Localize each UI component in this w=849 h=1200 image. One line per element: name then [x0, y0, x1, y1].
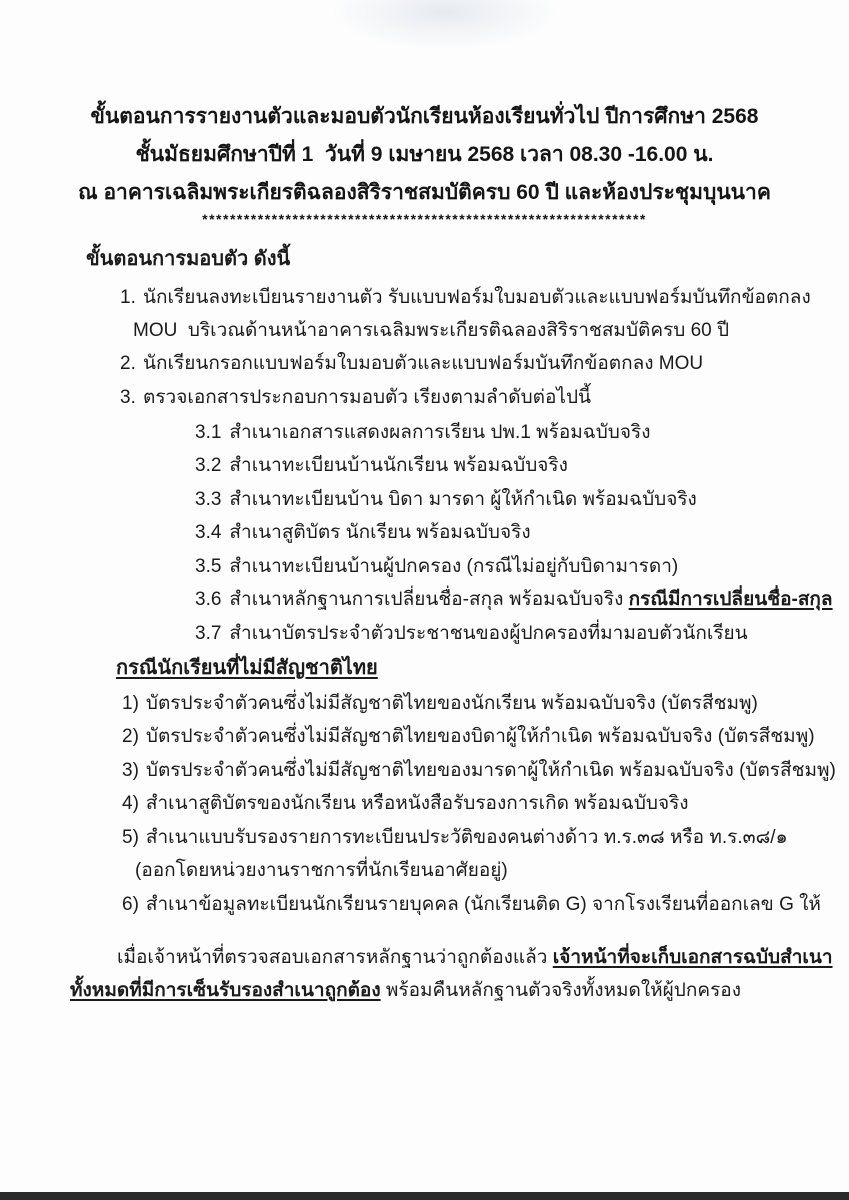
- sub-item-3-6-number: 3.6: [195, 589, 222, 610]
- list-item-1-wrap: MOU บริเวณด้านหน้าอาคารเฉลิมพระเกียรติฉลองสิริราชสมบัติครบ 60 ปี: [133, 320, 730, 341]
- list-item-2: [120, 352, 703, 376]
- sub-item-3-7: [195, 622, 748, 646]
- doc-title-line-1: ขั้นตอนการรายงานตัวและมอบตัวนักเรียนห้องเรียนทั่วไป ปีการศึกษา 2568: [90, 105, 759, 128]
- doc-title-line-3: ณ อาคารเฉลิมพระเกียรติฉลองสิริราชสมบัติครบ 60 ปี และห้องประชุมบุนนาค: [78, 181, 771, 204]
- foreign-item-1-text: บัตรประจำตัวคนซึ่งไม่มีสัญชาติไทยของนักเรียน พร้อมฉบับจริง (บัตรสีชมพู): [145, 693, 758, 714]
- foreign-item-6-text: สำเนาข้อมูลทะเบียนนักเรียนรายบุคคล (นักเรียนติด G) จากโรงเรียนที่ออกเลข G ให้: [145, 894, 821, 915]
- closing-emphasis-1: เจ้าหน้าที่จะเก็บเอกสารฉบับสำเนา: [552, 947, 833, 968]
- foreign-item-5-wrap: (ออกโดยหน่วยงานราชการที่นักเรียนอาศัยอยู่): [135, 860, 508, 881]
- foreign-item-6-number: 6): [122, 894, 139, 915]
- sub-item-3-6-emphasis: กรณีมีการเปลี่ยนชื่อ-สกุล: [628, 589, 833, 610]
- closing-paragraph-line-2: [70, 979, 741, 1003]
- sub-item-3-5-text: สำเนาทะเบียนบ้านผู้ปกครอง (กรณีไม่อยู่กับบิดามารดา): [229, 556, 679, 577]
- closing-emphasis-2: ทั้งหมดที่มีการเซ็นรับรองสำเนาถูกต้อง: [70, 980, 381, 1001]
- list-item-1-number: 1.: [120, 287, 136, 308]
- foreign-item-4-text: สำเนาสูติบัตรของนักเรียน หรือหนังสือรับรองการเกิด พร้อมฉบับจริง: [145, 793, 689, 814]
- closing-paragraph-line-1: [117, 946, 833, 970]
- foreign-item-5-number: 5): [122, 827, 139, 848]
- sub-item-3-5-number: 3.5: [195, 556, 222, 577]
- sub-item-3-5: [195, 555, 678, 579]
- foreign-item-4-number: 4): [122, 793, 139, 814]
- separator-stars: ****************************************************************: [202, 211, 647, 227]
- sub-item-3-1-number: 3.1: [195, 422, 222, 443]
- sub-item-3-2-text: สำเนาทะเบียนบ้านนักเรียน พร้อมฉบับจริง: [229, 455, 568, 476]
- sub-item-3-7-number: 3.7: [195, 623, 222, 644]
- sub-item-3-4-text: สำเนาสูติบัตร นักเรียน พร้อมฉบับจริง: [229, 522, 531, 543]
- sub-item-3-2: [195, 454, 568, 478]
- closing-normal-2: พร้อมคืนหลักฐานตัวจริงทั้งหมดให้ผู้ปกครอง: [380, 980, 741, 1001]
- list-item-1: [120, 286, 811, 310]
- foreign-item-1: [122, 692, 758, 716]
- sub-item-3-4: [195, 521, 531, 545]
- sub-item-3-4-number: 3.4: [195, 522, 222, 543]
- sub-item-3-1: [195, 421, 650, 445]
- foreign-item-2-text: บัตรประจำตัวคนซึ่งไม่มีสัญชาติไทยของบิดาผู้ให้กำเนิด พร้อมฉบับจริง (บัตรสีชมพู): [145, 726, 815, 747]
- list-item-2-number: 2.: [120, 353, 136, 374]
- section2-heading: กรณีนักเรียนที่ไม่มีสัญชาติไทย: [116, 657, 378, 679]
- foreign-item-3-text: บัตรประจำตัวคนซึ่งไม่มีสัญชาติไทยของมารดาผู้ให้กำเนิด พร้อมฉบับจริง (บัตรสีชมพู): [145, 760, 836, 781]
- closing-normal-1: เมื่อเจ้าหน้าที่ตรวจสอบเอกสารหลักฐานว่าถูกต้องแล้ว: [117, 947, 553, 968]
- list-item-3: [120, 386, 591, 410]
- list-item-3-text: ตรวจเอกสารประกอบการมอบตัว เรียงตามลำดับต่อไปนี้: [143, 387, 592, 408]
- doc-title-line-2: ชั้นมัธยมศึกษาปีที่ 1 วันที่ 9 เมษายน 2568 เวลา 08.30 -16.00 น.: [135, 143, 714, 166]
- foreign-item-3: [122, 759, 836, 783]
- sub-item-3-2-number: 3.2: [195, 455, 222, 476]
- list-item-3-number: 3.: [120, 387, 136, 408]
- list-item-1-text: นักเรียนลงทะเบียนรายงานตัว รับแบบฟอร์มใบมอบตัวและแบบฟอร์มบันทึกข้อตกลง: [143, 287, 811, 308]
- foreign-item-3-number: 3): [122, 760, 139, 781]
- scan-edge-artifact: [0, 1192, 849, 1200]
- section1-heading: ขั้นตอนการมอบตัว ดังนี้: [86, 248, 291, 270]
- list-item-2-text: นักเรียนกรอกแบบฟอร์มใบมอบตัวและแบบฟอร์มบันทึกข้อตกลง MOU: [143, 353, 704, 374]
- foreign-item-4: [122, 792, 689, 816]
- foreign-item-5-text: สำเนาแบบรับรองรายการทะเบียนประวัติของคนต่างด้าว ท.ร.๓๘ หรือ ท.ร.๓๘/๑: [145, 827, 788, 848]
- scan-smudge-artifact: [330, 0, 560, 50]
- foreign-item-5: [122, 826, 788, 850]
- sub-item-3-3-number: 3.3: [195, 489, 222, 510]
- sub-item-3-6-text: สำเนาหลักฐานการเปลี่ยนชื่อ-สกุล พร้อมฉบับจริง: [229, 589, 629, 610]
- foreign-item-1-number: 1): [122, 693, 139, 714]
- sub-item-3-6: [195, 588, 833, 612]
- sub-item-3-3-text: สำเนาทะเบียนบ้าน บิดา มารดา ผู้ให้กำเนิด พร้อมฉบับจริง: [229, 489, 697, 510]
- sub-item-3-3: [195, 488, 697, 512]
- foreign-item-6: [122, 893, 821, 917]
- foreign-item-2-number: 2): [122, 726, 139, 747]
- foreign-item-2: [122, 725, 815, 749]
- sub-item-3-1-text: สำเนาเอกสารแสดงผลการเรียน ปพ.1 พร้อมฉบับจริง: [229, 422, 651, 443]
- sub-item-3-7-text: สำเนาบัตรประจำตัวประชาชนของผู้ปกครองที่มามอบตัวนักเรียน: [229, 623, 748, 644]
